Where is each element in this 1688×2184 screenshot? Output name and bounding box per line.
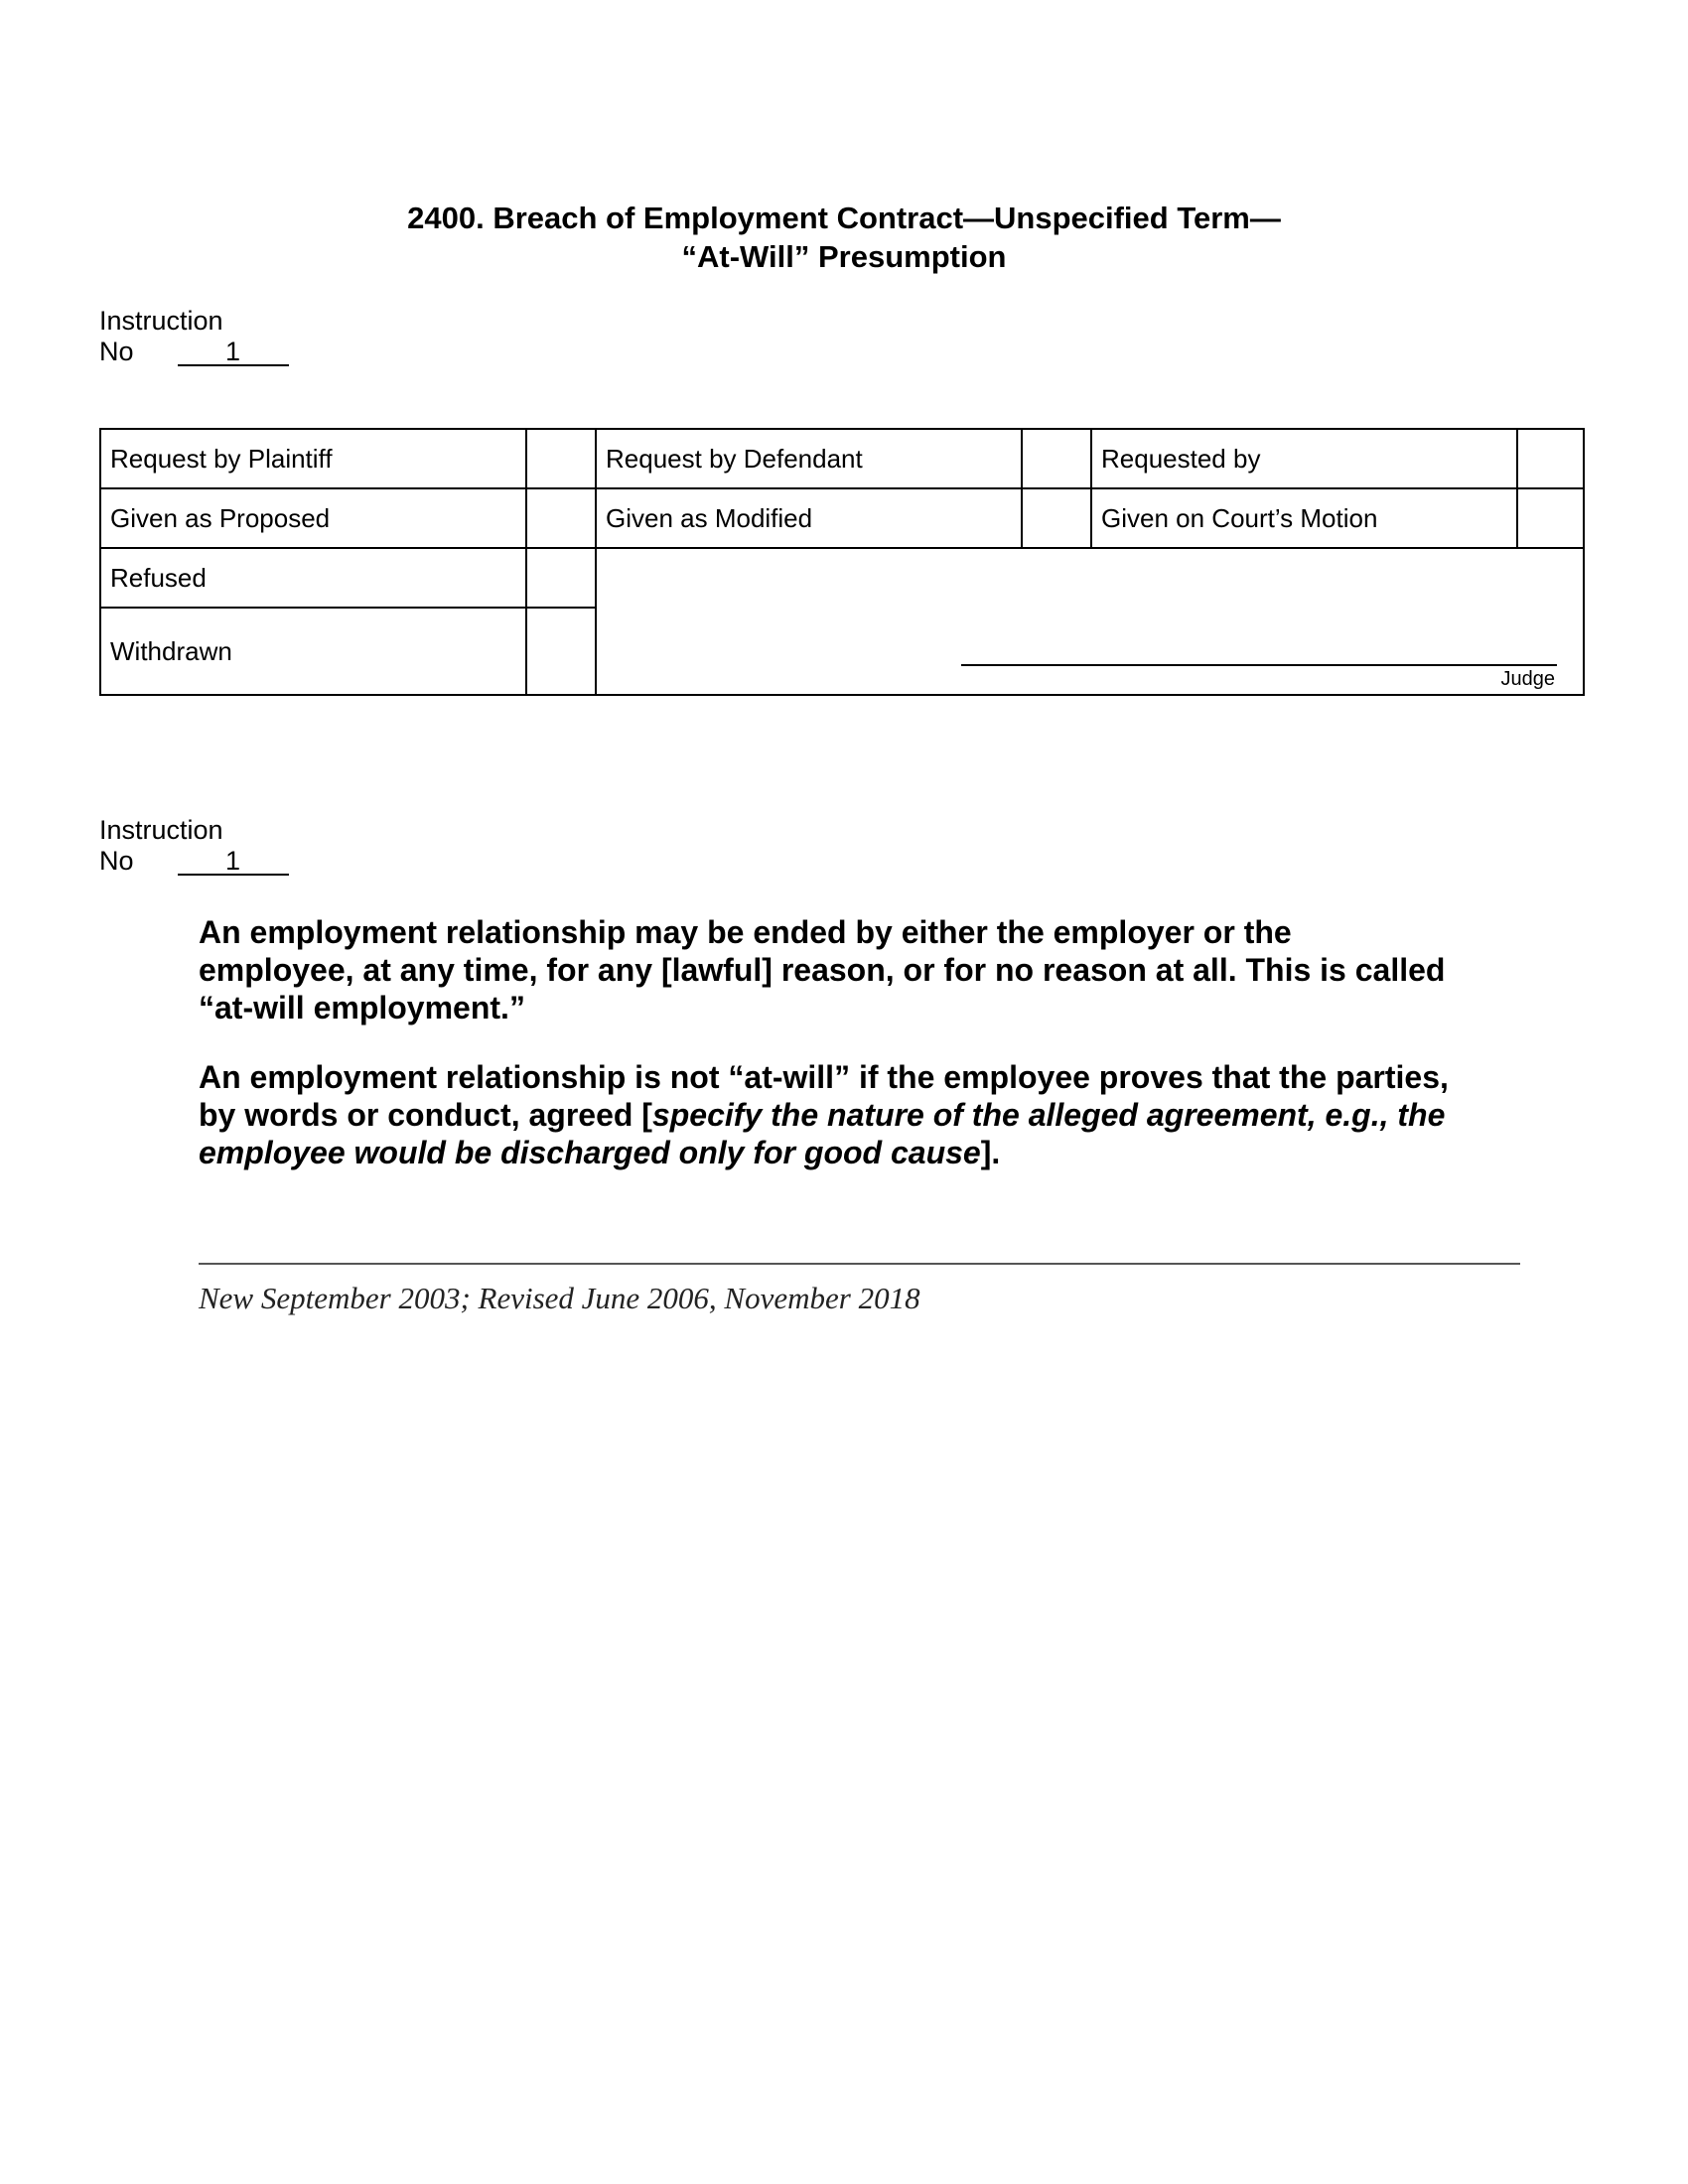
title-line-2: “At-Will” Presumption xyxy=(681,239,1007,274)
instruction-label: Instruction xyxy=(99,306,223,336)
request-by-defendant-checkbox[interactable] xyxy=(1023,430,1090,487)
judge-label: Judge xyxy=(1500,668,1555,690)
instruction-no-label: No xyxy=(99,337,134,366)
withdrawn-label: Withdrawn xyxy=(110,635,232,666)
request-by-plaintiff-label: Request by Plaintiff xyxy=(110,443,333,474)
instruction-paragraph-2 xyxy=(199,1058,1450,1171)
instruction-no-label: No xyxy=(99,846,134,876)
instruction-label: Instruction xyxy=(99,815,223,845)
instruction-number-field[interactable]: 1 xyxy=(178,848,289,876)
instruction-number-field[interactable]: 1 xyxy=(178,339,289,366)
para2-end: ]. xyxy=(980,1135,1001,1170)
instruction-number-top xyxy=(99,306,289,367)
given-on-courts-motion-checkbox[interactable] xyxy=(1518,489,1583,547)
para2-start: An employment relationship is not “at-will” if the employee proves that the parties, by words or conduct, agreed [ xyxy=(199,1059,1449,1133)
revision-history: New September 2003; Revised June 2006, November 2018 xyxy=(199,1281,920,1315)
title-line-1: 2400. Breach of Employment Contract—Unspecified Term— xyxy=(407,201,1281,235)
given-as-modified-label: Given as Modified xyxy=(606,502,813,533)
instruction-number-body xyxy=(99,815,289,877)
withdrawn-checkbox[interactable] xyxy=(527,609,595,694)
request-by-defendant-label: Request by Defendant xyxy=(606,443,863,474)
refused-label: Refused xyxy=(110,562,207,593)
footer-divider xyxy=(199,1263,1520,1265)
given-as-proposed-checkbox[interactable] xyxy=(527,489,595,547)
given-on-courts-motion-label: Given on Court’s Motion xyxy=(1101,502,1378,533)
requested-by-checkbox[interactable] xyxy=(1518,430,1583,487)
request-by-plaintiff-checkbox[interactable] xyxy=(527,430,595,487)
refused-checkbox[interactable] xyxy=(527,549,595,607)
page-title xyxy=(0,199,1688,276)
judge-signature-line[interactable] xyxy=(961,664,1557,666)
requested-by-label: Requested by xyxy=(1101,443,1261,474)
instruction-paragraph-1: An employment relationship may be ended by either the employer or the employee, at any time, for any [lawful] reason, or for no reason at all. This is called “at-will employment.” xyxy=(199,914,1446,1025)
given-as-modified-checkbox[interactable] xyxy=(1023,489,1090,547)
given-as-proposed-label: Given as Proposed xyxy=(110,502,331,533)
para2-italic: specify the nature of the alleged agreement, e.g., the employee would be discharged only for good cause xyxy=(199,1097,1446,1170)
instruction-disposition-table xyxy=(99,428,1585,696)
